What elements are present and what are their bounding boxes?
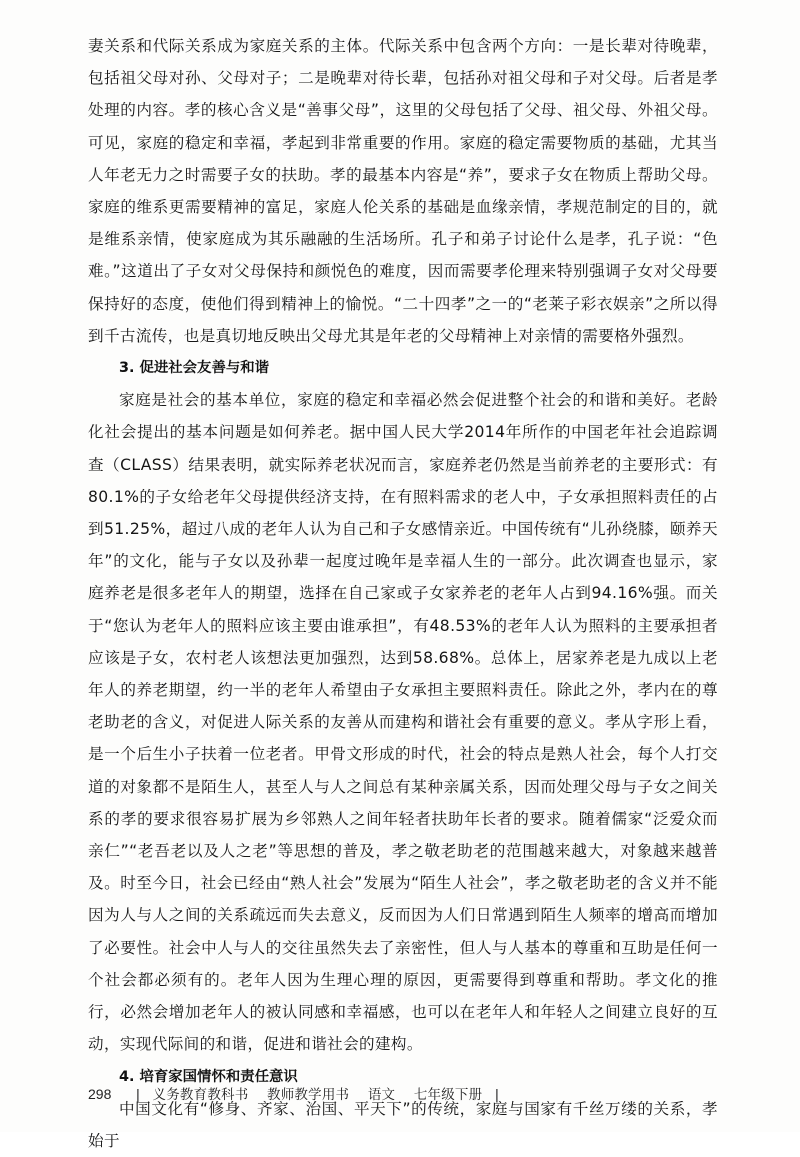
page-number: 298 — [88, 1086, 112, 1102]
footer-separator-right: | — [494, 1087, 500, 1103]
paragraph-social-harmony: 家庭是社会的基本单位，家庭的稳定和幸福必然会促进整个社会的和谐和美好。老龄化社会提出的基本问题是如何养老。据中国人民大学2014年所作的中国老年社会追踪调查（CLASS）结果表明，就实际养老状况而言，家庭养老仍然是当前养老的主要形式：有80.1%的子女给老年父母提供经济支持，在有照料需求的老人中，子女承担照料责任的占到51.25%，超过八成的老年人认为自己和子女感情亲近。中国传统有“儿孙绕膝，颐养天年”的文化，能与子女以及孙辈一起度过晚年是幸福人生的一部分。此次调查也显示，家庭养老是很多老年人的期望，选择在自己家或子女家养老的老年人占到94.16%强。而关于“您认为老年人的照料应该主要由谁承担”，有48.53%的老年人认为照料的主要承担者应该是子女，农村老人该想法更加强烈，达到58.68%。总体上，居家养老是九成以上老年人的养老期望，约一半的老年人希望由子女承担主要照料责任。除此之外，孝内在的尊老助老的含义，对促进人际关系的友善从而建构和谐社会有重要的意义。孝从字形上看，是一个后生小子扶着一位老者。甲骨文形成的时代，社会的特点是熟人社会，每个人打交道的对象都不是陌生人，甚至人与人之间总有某种亲属关系，因而处理父母与子女之间关系的孝的要求很容易扩展为乡邻熟人之间年轻者扶助年长者的要求。随着儒家“泛爱众而亲仁”“老吾老以及人之老”等思想的普及，孝之敬老助老的范围越来越大，对象越来越普及。时至今日，社会已经由“熟人社会”发展为“陌生人社会”，孝之敬老助老的含义并不能因为人与人之间的关系疏远而失去意义，反而因为人们日常遇到陌生人频率的增高而增加了必要性。社会中人与人的交往虽然失去了亲密性，但人与人基本的尊重和互助是任何一个社会都必须有的。老年人因为生理心理的原因，更需要得到尊重和帮助。孝文化的推行，必然会增加老年人的被认同感和幸福感，也可以在老年人和年轻人之间建立良好的互动，实现代际间的和谐，促进和谐社会的建构。 — [88, 391, 718, 1054]
section-heading-4: 4. 培育家国情怀和责任意识 — [119, 1068, 298, 1085]
paragraph-family-relations: 妻关系和代际关系成为家庭关系的主体。代际关系中包含两个方向：一是长辈对待晚辈，包括祖父母对孙、父母对子；二是晚辈对待长辈，包括孙对祖父母和子对父母。后者是孝处理的内容。孝的核心含义是“善事父母”，这里的父母包括了父母、祖父母、外祖父母。可见，家庭的稳定和幸福，孝起到非常重要的作用。家庭的稳定需要物质的基础，尤其当人年老无力之时需要子女的扶助。孝的最基本内容是“养”，要求子女在物质上帮助父母。家庭的维系更需要精神的富足，家庭人伦关系的基础是血缘亲情，孝规范制定的目的，就是维系亲情，使家庭成为其乐融融的生活场所。孔子和弟子讨论什么是孝，孔子说：“色难。”这道出了子女对父母保持和颜悦色的难度，因而需要孝伦理来特别强调子女对父母要保持好的态度，使他们得到精神上的愉悦。“二十四孝”之一的“老莱子彩衣娱亲”之所以得到千古流传，也是真切地反映出父母尤其是年老的父母精神上对亲情的需要格外强烈。 — [88, 37, 718, 345]
footer-separator-left: | — [135, 1087, 141, 1103]
footer-subject: 语文 — [367, 1087, 396, 1103]
footer-grade: 七年级下册 — [413, 1087, 483, 1103]
section-heading-3: 3. 促进社会友善与和谐 — [119, 360, 270, 377]
body-text — [88, 30, 718, 1157]
paragraph-family-nation: 中国文化有“修身、齐家、治国、平天下”的传统，家庭与国家有千丝万缕的关系，孝始于 — [88, 1099, 718, 1150]
footer-book-type: 教师教学用书 — [267, 1087, 350, 1103]
page-footer — [88, 1084, 507, 1105]
footer-book-title: 义务教育教科书 — [152, 1087, 249, 1103]
